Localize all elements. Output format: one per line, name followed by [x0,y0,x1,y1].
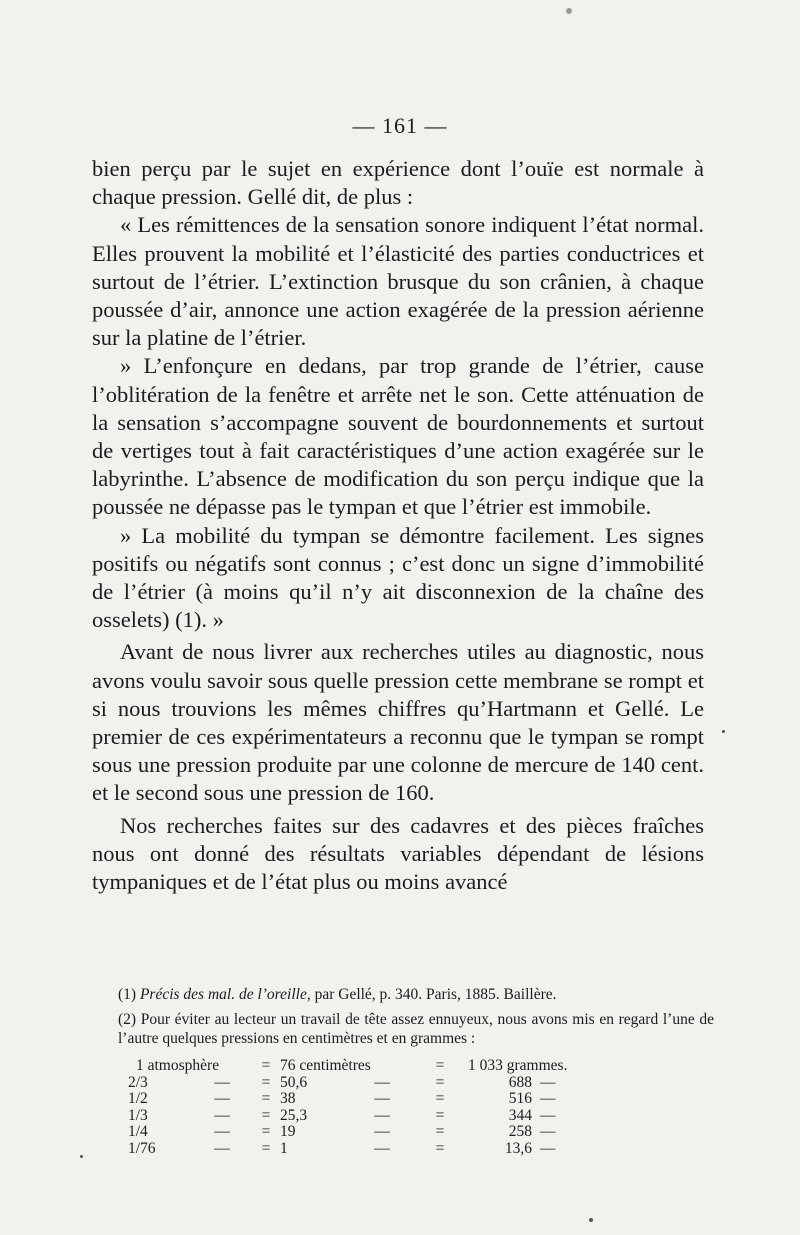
table-cell-cm: 76 centimètres [280,1057,371,1074]
paragraph: Avant de nous livrer aux recherches utiles au diagnostic, nous avons voulu savoir sous quelle pression cette membrane se rompt et si nous trouvions les mêmes chiffres qu’Hartmann et Gellé. Le premier de ces expérimentateurs a reconnu que le tympan se rompt sous une pression produite par une colonne de mercure de 140 cent. et le second sous une pression de 160. [92,639,704,806]
table-cell-grams: 258 [508,1123,532,1140]
table-cell-equals: = [261,1057,271,1074]
paragraph: bien perçu par le sujet en expérience dont l’ouïe est normale à chaque pression. Gellé dit, de plus : [92,156,704,210]
table-row [128,1058,580,1075]
page-number: — 161 — [352,113,448,138]
table-cell-cm: 38 [280,1090,296,1107]
table-cell-equals: = [261,1139,271,1157]
ink-speck [722,730,725,733]
table-cell-equals: = [435,1090,445,1107]
table-cell-dash: — [374,1073,390,1091]
table-cell-dash: — [540,1106,556,1124]
table-cell-dash: — [214,1123,230,1140]
table-cell-fraction: 1/76 [128,1139,156,1157]
paragraph: « Les rémittences de la sensation sonore indiquent l’état normal. Elles prouvent la mobilité et l’élasticité des parties conductrices et surtout de l’étrier. L’extinction brusque du son crânien, à chaque poussée d’air, annonce une action exagérée de la pression aérienne sur la platine de l’étrier. [92,212,704,351]
pressure-conversion-table [128,1058,580,1157]
footnote-2: (2) Pour éviter au lecteur un travail de tête assez ennuyeux, nous avons mis en regard l’une de l’autre quelques pressions en centimètres et en grammes : [118,1011,714,1047]
table-cell-dash: — [540,1123,556,1140]
footnote-1-number: (1) [118,986,137,1003]
table-cell-dash: — [214,1090,230,1107]
table-cell-equals: = [261,1106,271,1124]
table-cell-grams: 344 [508,1106,532,1124]
table-cell-grams: 516 [508,1090,532,1107]
table-cell-fraction: 1/4 [128,1123,148,1140]
table-cell-dash: — [214,1106,230,1124]
footnote-1 [118,985,714,1004]
table-cell-dash: — [374,1090,390,1107]
table-row [128,1091,580,1108]
table-row [128,1108,580,1125]
table-cell-equals: = [261,1073,271,1091]
table-cell-cm: 1 [280,1139,288,1157]
table-cell-dash: — [374,1139,390,1157]
table-cell-equals: = [435,1057,445,1074]
table-cell-dash: — [540,1090,556,1107]
table-row [128,1124,580,1141]
footnotes [118,985,714,1048]
table-cell-cm: 25,3 [280,1106,308,1124]
table-cell-fraction: 1/3 [128,1106,148,1124]
table-cell-equals: = [261,1090,271,1107]
table-cell-equals: = [261,1123,271,1140]
ink-speck [80,1155,83,1158]
table-cell-grams: 688 [508,1073,532,1091]
table-cell-dash: — [214,1073,230,1091]
footnote-1-rest: par Gellé, p. 340. Paris, 1885. Baillère. [314,986,557,1003]
table-cell-equals: = [435,1073,445,1091]
table-cell-equals: = [435,1106,445,1124]
table-cell-dash: — [374,1123,390,1140]
paragraph: » L’enfonçure en dedans, par trop grande de l’étrier, cause l’oblitération de la fenêtre et arrête net le son. Cette atténuation de la sensation s’accompagne souvent de bourdonnements et surtout de vertiges tout à fait caractéristiques d’une action exagérée sur le labyrinthe. L’absence de modification du son perçu indique que la poussée ne dépasse pas le tympan et que l’étrier est immobile. [92,353,704,520]
table-cell-equals: = [435,1123,445,1140]
ink-speck [589,1218,593,1222]
table-cell-dash: — [540,1139,556,1157]
table-cell-equals: = [435,1139,445,1157]
table-cell-grams: 1 033 grammes. [468,1057,568,1074]
footnote-1-title: Précis des mal. de l’oreille, [139,986,311,1003]
table-cell-pressure: 1 atmosphère [136,1057,220,1074]
table-row [128,1075,580,1092]
paragraph: Nos recherches faites sur des cadavres et des pièces fraîches nous ont donné des résultats variables dépendant de lésions tympaniques et de l’état plus ou moins avancé [92,812,704,895]
table-cell-fraction: 2/3 [128,1073,148,1091]
table-cell-cm: 50,6 [280,1073,308,1091]
table-cell-grams: 13,6 [504,1139,532,1157]
paragraph: » La mobilité du tympan se démontre facilement. Les signes positifs ou négatifs sont connus ; c’est donc un signe d’immobilité de l’étrier (à moins qu’il n’y ait disconnexion de la chaîne des osselets) (1). » [92,522,704,633]
table-cell-dash: — [214,1139,230,1157]
table-cell-dash: — [540,1073,556,1091]
table-row [128,1141,580,1158]
table-cell-fraction: 1/2 [128,1090,148,1107]
main-text [92,155,704,896]
table-cell-cm: 19 [280,1123,296,1140]
table-cell-dash: — [374,1106,390,1124]
ink-speck [566,8,572,14]
